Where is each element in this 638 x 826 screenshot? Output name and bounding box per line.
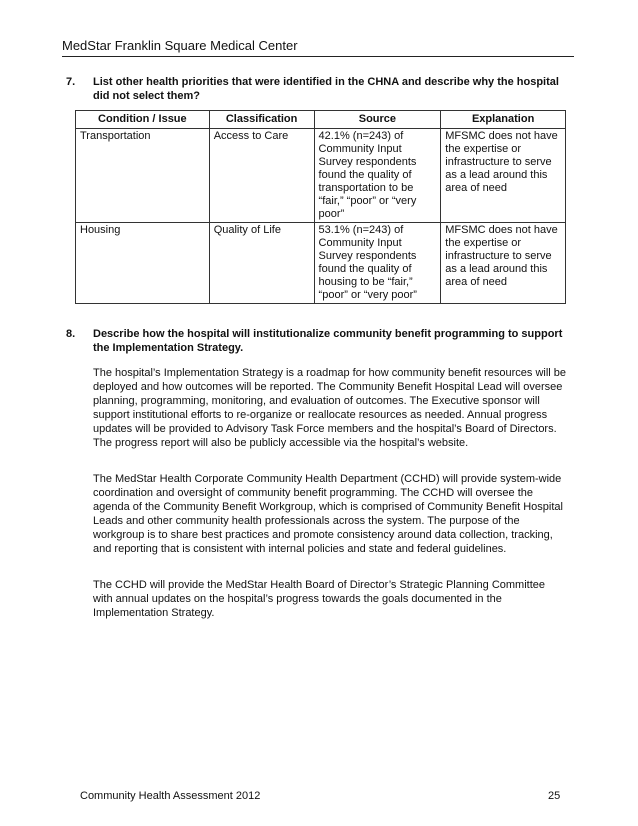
column-header: Source [314,111,441,129]
table-row [76,129,566,223]
source-line: Community Input [318,143,402,155]
source-line: found the quality of [318,263,412,275]
source-line: Survey respondents [318,250,417,262]
condition-cell: Housing [76,223,210,304]
explanation-line: infrastructure to serve [445,250,552,262]
table-row [76,223,566,304]
source-line: transportation to be [318,182,414,194]
source-line: “poor” or “very poor” [318,289,417,301]
explanation-line: MFSMC does not have [445,224,558,236]
header-title: MedStar Franklin Square Medical Center [62,38,298,53]
page-number: 25 [548,790,561,802]
priorities-table [75,110,566,304]
question-number: 8. [66,328,76,340]
question-text: Describe how the hospital will institutionalize community benefit programming to support the Implementation Strategy. [93,328,563,354]
column-header: Condition / Issue [76,111,210,129]
table-header-row [76,111,566,129]
source-cell [314,223,441,304]
page-header [62,38,574,57]
explanation-line: the expertise or [445,237,522,249]
explanation-line: area of need [445,182,508,194]
question-text: List other health priorities that were identified in the CHNA and describe why the hospital did not select them? [93,76,559,102]
explanation-line: as a lead around this [445,263,548,275]
source-cell [314,129,441,223]
source-line: housing to be “fair,” [318,276,413,288]
source-line: found the quality of [318,169,412,181]
source-line: 53.1% (n=243) of [318,224,404,236]
explanation-line: the expertise or [445,143,522,155]
classification-cell: Quality of Life [209,223,314,304]
explanation-line: as a lead around this [445,169,548,181]
column-header: Explanation [441,111,566,129]
paragraph: The CCHD will provide the MedStar Health Board of Director’s Strategic Planning Committee with annual updates on the hospital’s progress towards the goals documented in the Implementation Strategy. [93,579,546,619]
classification-cell: Access to Care [209,129,314,223]
paragraph: The MedStar Health Corporate Community Health Department (CCHD) will provide system-wide coordination and oversight of community benefit programming. The CCHD will oversee the agenda of the Community Benefit Workgroup, which is comprised of Community Benefit Hospital Leads and other community health professionals across the system. The purpose of the workgroup is to share best practices and promote consistency around data collection, tracking, and reporting that is consistent with internal policies and state and federal guidelines. [93,473,563,555]
explanation-line: MFSMC does not have [445,130,558,142]
source-line: “fair,” “poor” or “very [318,195,417,207]
source-line: Community Input [318,237,402,249]
condition-cell: Transportation [76,129,210,223]
source-line: poor” [318,208,345,220]
footer-title: Community Health Assessment 2012 [80,790,261,802]
column-header: Classification [209,111,314,129]
question-number: 7. [66,76,76,88]
explanation-cell [441,129,566,223]
source-line: 42.1% (n=243) of [318,130,404,142]
source-line: Survey respondents [318,156,417,168]
explanation-cell [441,223,566,304]
explanation-line: infrastructure to serve [445,156,552,168]
explanation-line: area of need [445,276,508,288]
paragraph: The hospital’s Implementation Strategy is a roadmap for how community benefit resources will be deployed and how outcomes will be reported. The Community Benefit Hospital Lead will oversee planning, programming, monitoring, and evaluation of outcomes. The Executive sponsor will support institutional efforts to re-organize or reallocate resources as needed. Annual progress updates will be provided to Advisory Task Force members and the hospital’s Board of Directors. The progress report will also be publicly accessible via the hospital’s website. [93,367,567,449]
